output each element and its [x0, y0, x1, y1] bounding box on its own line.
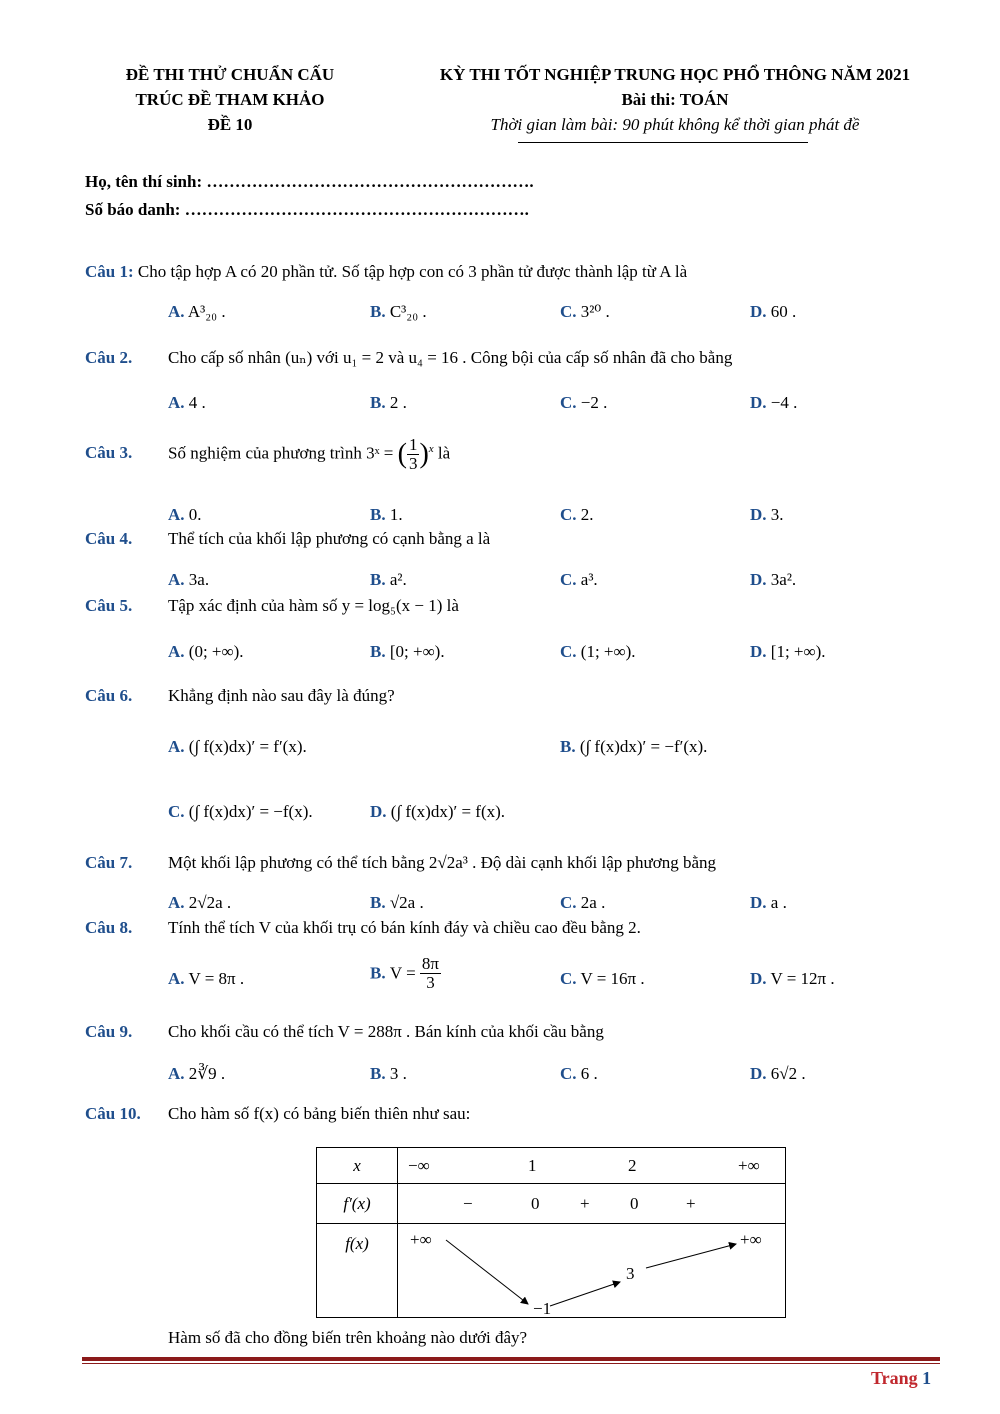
option-text: (∫ f(x)dx)′ = f′(x). [188, 737, 307, 756]
question-label: Câu 5. [85, 596, 133, 615]
option-c[interactable] [560, 642, 636, 662]
option-text: −2 . [580, 393, 608, 412]
row-label-derivative: f′(x) [317, 1184, 398, 1224]
question-text: Tính thể tích V của khối trụ có bán kính đáy và chiều cao đều bằng 2. [168, 918, 641, 937]
increasing-arrow [550, 1282, 620, 1306]
exam-source-line1: ĐỀ THI THỬ CHUẨN CẤU [125, 65, 335, 84]
question-6 [85, 686, 395, 706]
option-letter: C. [560, 642, 577, 661]
question-8 [85, 918, 641, 938]
question-label: Câu 6. [85, 686, 133, 705]
option-text: V = [389, 963, 416, 983]
exam-subject: Bài thi: TOÁN [621, 90, 729, 109]
option-text: a². [389, 570, 407, 589]
option-letter: D. [370, 802, 387, 821]
option-text: 3. [770, 505, 784, 524]
sign-minus: − [463, 1194, 473, 1213]
option-d[interactable] [750, 505, 784, 525]
option-c[interactable] [560, 1064, 598, 1084]
option-c[interactable] [560, 393, 607, 413]
left-paren: ( [397, 438, 407, 470]
option-text: V = 8π . [188, 969, 245, 988]
option-d[interactable] [750, 893, 787, 913]
option-letter: C. [560, 1064, 577, 1083]
option-letter: D. [750, 570, 767, 589]
option-b[interactable] [370, 302, 427, 322]
decreasing-arrow [446, 1240, 528, 1304]
question-text: Số nghiệm của phương trình 3ˣ = [168, 443, 394, 463]
row-label-function: f(x) [317, 1224, 398, 1318]
exam-number: ĐỀ 10 [207, 115, 253, 134]
option-text: [1; +∞). [770, 642, 826, 661]
option-text: V = 16π . [580, 969, 645, 988]
question-text: Cho cấp số nhân (uₙ) với u₁ = 2 và u₄ = 16 . Công bội của cấp số nhân đã cho bằng [168, 348, 733, 367]
option-letter: A. [168, 302, 185, 321]
option-text: (∫ f(x)dx)′ = f(x). [390, 802, 506, 821]
option-d[interactable] [370, 802, 505, 822]
option-text: 2a . [580, 893, 606, 912]
option-a[interactable] [168, 393, 206, 413]
header-underline [518, 142, 808, 143]
option-letter: B. [370, 570, 386, 589]
question-label: Câu 8. [85, 918, 133, 937]
fraction-8pi-over-3 [420, 955, 441, 992]
option-b[interactable] [370, 955, 441, 992]
option-letter: C. [560, 505, 577, 524]
option-letter: D. [750, 642, 767, 661]
option-text: √2a . [389, 893, 424, 912]
option-a[interactable] [168, 893, 231, 913]
option-text: 3²⁰ . [580, 302, 610, 321]
fraction-denominator: 3 [426, 973, 435, 992]
question-10-prompt: Hàm số đã cho đồng biến trên khoảng nào dưới đây? [168, 1328, 528, 1347]
variation-arrows [398, 1224, 788, 1318]
increasing-arrow [646, 1244, 736, 1268]
option-text: 6√2 . [770, 1064, 806, 1083]
question-label: Câu 10. [85, 1104, 141, 1123]
question-label: Câu 9. [85, 1022, 133, 1041]
option-letter: A. [168, 570, 185, 589]
x-row [398, 1148, 786, 1184]
option-text: a . [770, 893, 787, 912]
option-letter: D. [750, 893, 767, 912]
x-value: +∞ [738, 1156, 760, 1175]
option-text: A³₂₀ . [187, 302, 226, 321]
option-text: 4 . [188, 393, 206, 412]
footer-rule [82, 1357, 940, 1361]
f-value: +∞ [740, 1230, 762, 1249]
right-paren: ) [419, 438, 429, 470]
function-row [398, 1224, 786, 1318]
option-c[interactable] [560, 893, 605, 913]
exam-title: KỲ THI TỐT NGHIỆP TRUNG HỌC PHỔ THÔNG NĂM 2021 [439, 65, 911, 84]
question-5 [85, 596, 459, 616]
option-letter: C. [560, 393, 577, 412]
question-text: Khẳng định nào sau đây là đúng? [168, 686, 395, 705]
question-1 [85, 262, 687, 282]
derivative-zero: 0 [630, 1194, 639, 1213]
option-a[interactable] [168, 737, 307, 757]
option-b[interactable] [370, 570, 407, 590]
fraction-numerator: 8π [421, 954, 439, 973]
option-d[interactable] [750, 570, 796, 590]
option-letter: B. [370, 1064, 386, 1083]
option-c[interactable] [560, 969, 645, 989]
candidate-name-line: Họ, tên thí sinh: …………………………………………………. [85, 172, 534, 191]
option-b[interactable] [370, 505, 403, 525]
candidate-id-line: Số báo danh: ……………………………………………………. [85, 200, 529, 219]
question-label: Câu 7. [85, 853, 133, 872]
option-text: 0. [188, 505, 202, 524]
exam-duration: Thời gian làm bài: 90 phút không kể thời gian phát đề [490, 115, 860, 134]
option-d[interactable] [750, 1064, 806, 1084]
option-letter: D. [750, 505, 767, 524]
option-letter: A. [168, 393, 185, 412]
option-c[interactable] [168, 802, 313, 822]
question-9 [85, 1022, 604, 1042]
option-text: −4 . [770, 393, 798, 412]
option-letter: B. [370, 393, 386, 412]
option-text: (∫ f(x)dx)′ = −f′(x). [579, 737, 708, 756]
f-value: −1 [533, 1299, 552, 1318]
option-text: C³₂₀ . [389, 302, 427, 321]
option-text: 60 . [770, 302, 797, 321]
option-b[interactable] [370, 893, 424, 913]
option-text: [0; +∞). [389, 642, 445, 661]
option-text: 2√2a . [188, 893, 232, 912]
row-label-x: x [317, 1148, 398, 1184]
question-label: Câu 1: [85, 262, 134, 281]
question-text: Cho tập hợp A có 20 phần tử. Số tập hợp con có 3 phần tử được thành lập từ A là [137, 262, 688, 281]
option-d[interactable] [750, 393, 797, 413]
option-text: 1. [389, 505, 403, 524]
option-letter: A. [168, 505, 185, 524]
question-text: Cho hàm số f(x) có bảng biến thiên như sau: [168, 1104, 471, 1123]
option-text: 3a. [188, 570, 210, 589]
option-letter: B. [370, 642, 386, 661]
page-indicator [871, 1368, 931, 1389]
derivative-row [398, 1184, 786, 1224]
question-text: Thể tích của khối lập phương có cạnh bằng a là [168, 529, 491, 548]
footer-rule-thin [82, 1363, 940, 1364]
option-b[interactable] [370, 642, 445, 662]
question-3 [85, 436, 450, 473]
question-text: Một khối lập phương có thể tích bằng 2√2a³ . Độ dài cạnh khối lập phương bằng [168, 853, 716, 872]
question-2 [85, 348, 732, 368]
option-c[interactable] [560, 570, 598, 590]
derivative-zero: 0 [531, 1194, 540, 1213]
question-text: Cho khối cầu có thể tích V = 288π . Bán kính của khối cầu bằng [168, 1022, 604, 1041]
sign-plus: + [686, 1194, 696, 1213]
option-text: a³. [580, 570, 598, 589]
question-7 [85, 853, 716, 873]
option-letter: C. [560, 302, 577, 321]
variation-table [316, 1147, 786, 1318]
f-value: +∞ [410, 1230, 432, 1249]
question-10 [85, 1104, 470, 1124]
option-letter: B. [370, 302, 386, 321]
option-text: V = 12π . [770, 969, 835, 988]
option-c[interactable] [560, 505, 594, 525]
option-d[interactable] [750, 969, 835, 989]
option-d[interactable] [750, 642, 826, 662]
option-letter: D. [750, 302, 767, 321]
option-b[interactable] [370, 1064, 407, 1084]
option-a[interactable] [168, 1064, 225, 1084]
option-letter: A. [168, 642, 185, 661]
x-value: −∞ [408, 1156, 430, 1175]
page-number: 1 [922, 1368, 932, 1388]
x-value: 1 [528, 1156, 537, 1175]
question-text: Tập xác định của hàm số y = log₅(x − 1) là [168, 596, 459, 615]
question-label: Câu 3. [85, 443, 133, 463]
fraction-denominator: 3 [408, 454, 418, 473]
exam-header-left [85, 62, 375, 137]
option-text: 2 . [389, 393, 407, 412]
option-letter: A. [168, 737, 185, 756]
option-text: 6 . [580, 1064, 598, 1083]
option-letter: A. [168, 893, 185, 912]
sign-plus: + [580, 1194, 590, 1213]
option-a[interactable] [168, 969, 244, 989]
option-text: (0; +∞). [188, 642, 244, 661]
option-letter: D. [750, 969, 767, 988]
question-4 [85, 529, 490, 549]
option-c[interactable] [560, 302, 610, 322]
option-letter: B. [370, 963, 386, 983]
fraction-one-third [407, 436, 420, 473]
option-d[interactable] [750, 302, 796, 322]
option-text: 3a². [770, 570, 797, 589]
option-letter: B. [560, 737, 576, 756]
fraction-numerator: 1 [408, 435, 418, 454]
option-text: 2∛9 . [188, 1064, 226, 1083]
exponent: x [428, 442, 434, 455]
x-value: 2 [628, 1156, 637, 1175]
option-a[interactable] [168, 302, 226, 322]
option-text: 2. [580, 505, 594, 524]
question-label: Câu 2. [85, 348, 133, 367]
option-letter: C. [560, 969, 577, 988]
option-letter: A. [168, 969, 185, 988]
option-a[interactable] [168, 505, 202, 525]
option-text: 3 . [389, 1064, 407, 1083]
option-a[interactable] [168, 570, 209, 590]
option-letter: D. [750, 1064, 767, 1083]
option-letter: C. [560, 570, 577, 589]
option-letter: B. [370, 505, 386, 524]
option-letter: C. [560, 893, 577, 912]
option-b[interactable] [560, 737, 707, 757]
f-value: 3 [626, 1264, 635, 1283]
question-label: Câu 4. [85, 529, 133, 548]
option-text: (1; +∞). [580, 642, 636, 661]
option-b[interactable] [370, 393, 407, 413]
page-label: Trang [871, 1368, 918, 1388]
option-letter: D. [750, 393, 767, 412]
question-text-end: là [437, 443, 451, 463]
option-letter: B. [370, 893, 386, 912]
exam-source-line2: TRÚC ĐỀ THAM KHẢO [135, 90, 325, 109]
option-a[interactable] [168, 642, 244, 662]
option-letter: A. [168, 1064, 185, 1083]
option-letter: C. [168, 802, 185, 821]
exam-header-right [385, 62, 965, 137]
option-text: (∫ f(x)dx)′ = −f(x). [188, 802, 313, 821]
